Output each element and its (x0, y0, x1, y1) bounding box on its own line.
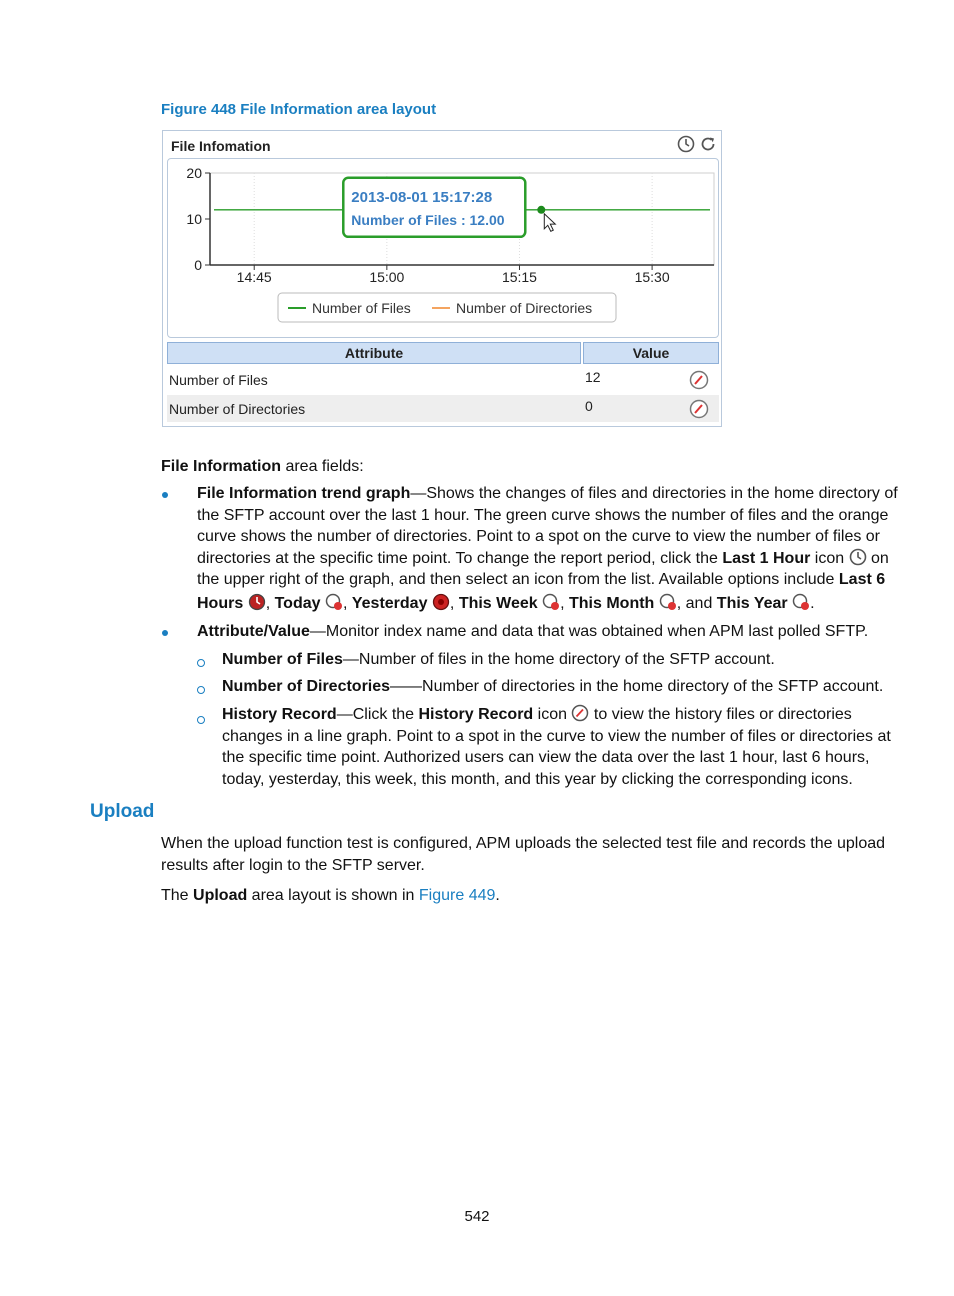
history-record-icon (571, 704, 589, 722)
number-of-files-description: Number of Files—Number of files in the home directory of the SFTP account. (222, 651, 775, 668)
sub-bullet (197, 686, 205, 694)
x-tick-label: 14:45 (236, 269, 272, 285)
table-row (167, 395, 719, 422)
upload-paragraph: When the upload function test is configured, APM uploads the selected test file and records the upload results after login to the SFTP server. (161, 835, 886, 874)
trend-graph-description: File Information trend graph—Shows the changes of files and directories in the home directory of the SFTP account over the last 1 hour. The green curve shows the number of files and the orange curve shows the number of directories. Point to a spot on the curve to view the number of files or directories at the specific time point. To change the report period, click the Last 1 Hour icon on the upper right of the graph, and then select an icon from the list. Available options include Last 6 Hours , Today , Yesterday , This Week , This Month , and This Year . (197, 485, 898, 612)
bullet-dot (162, 630, 168, 636)
this-year-icon (792, 593, 810, 611)
page-number: 542 (464, 1208, 490, 1225)
figure-caption: Figure 448 File Information area layout (161, 101, 437, 118)
section-heading: Upload (90, 801, 155, 822)
value-cell: 0 (585, 398, 593, 414)
table-row (167, 366, 719, 393)
history-record-description: History Record—Click the History Record icon to view the history files or directories changes in a line graph. Point to a spot in the curve to view the number of files or directories at the specific time point. Authorized users can view the data over the last 1 hour, last 6 hours, today, yesterday, this week, this month, and this year by clicking the corresponding icons. (222, 706, 891, 788)
tooltip-time: 2013-08-01 15:17:28 (351, 188, 493, 206)
value-cell: 12 (585, 369, 601, 385)
today-icon (325, 593, 343, 611)
widget-title: File Infomation (171, 138, 271, 154)
y-tick-label: 0 (194, 257, 202, 273)
clock-icon[interactable] (677, 135, 695, 153)
tooltip-box (343, 178, 525, 237)
attribute-value-description: Attribute/Value—Monitor index name and data that was obtained when APM last polled SFTP. (197, 623, 869, 640)
last-6-hours-icon (248, 593, 266, 611)
cursor-icon (544, 214, 555, 232)
x-tick-label: 15:15 (501, 269, 537, 285)
highlight-point (537, 206, 545, 214)
figure-link[interactable]: Figure 449 (418, 887, 496, 904)
trend-chart (167, 158, 719, 338)
attribute-cell: Number of Directories (169, 401, 306, 417)
tooltip-value: Number of Files : 12.00 (351, 211, 505, 228)
clock-icon (849, 548, 867, 566)
sub-bullet (197, 659, 205, 667)
sub-bullet (197, 716, 205, 724)
this-month-icon (659, 593, 677, 611)
yesterday-icon (432, 593, 450, 611)
number-of-directories-description: Number of Directories——Number of directories in the home directory of the SFTP account. (222, 678, 884, 695)
history-record-icon[interactable] (689, 370, 709, 393)
file-information-widget (162, 130, 722, 427)
upload-layout-paragraph: The Upload area layout is shown in Figure 449. (161, 887, 500, 904)
attribute-cell: Number of Files (169, 372, 268, 388)
value-header: Value (583, 342, 719, 364)
intro-paragraph: File Information area fields: (161, 458, 364, 475)
x-tick-label: 15:00 (369, 269, 405, 285)
legend-label-files: Number of Files (312, 300, 411, 316)
y-tick-label: 10 (186, 211, 202, 227)
x-tick-label: 15:30 (634, 269, 670, 285)
bullet-dot (162, 492, 168, 498)
attribute-header: Attribute (167, 342, 581, 364)
trend-chart-svg (168, 159, 718, 337)
refresh-icon[interactable] (699, 135, 717, 153)
history-record-icon[interactable] (689, 399, 709, 422)
legend-label-directories: Number of Directories (456, 300, 593, 316)
this-week-icon (542, 593, 560, 611)
y-tick-label: 20 (186, 165, 202, 181)
